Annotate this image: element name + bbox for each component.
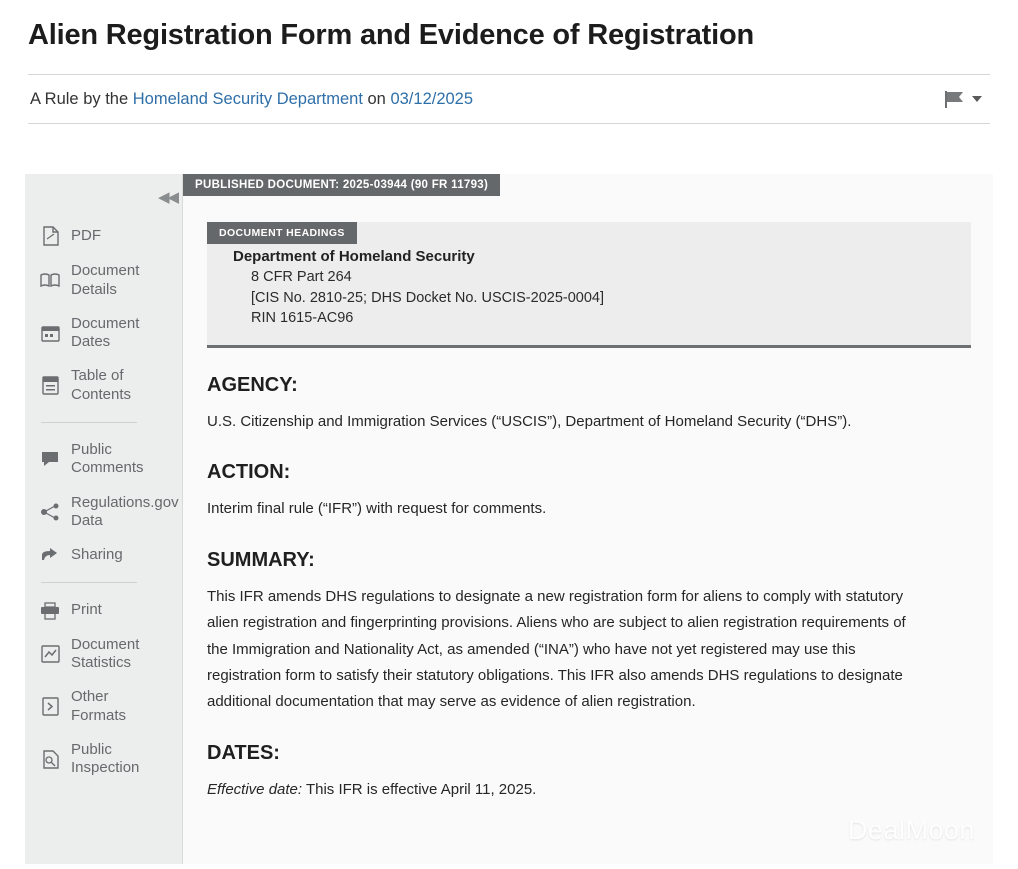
comment-icon (39, 450, 61, 468)
document-content (183, 174, 993, 864)
byline-row (28, 74, 990, 124)
share-node-icon (39, 503, 61, 521)
sidebar-item-other-formats[interactable] (25, 680, 182, 733)
flag-menu[interactable] (942, 89, 988, 109)
sidebar-item-label: Sharing (71, 546, 123, 564)
section-title-action: ACTION: (207, 461, 291, 484)
sidebar-item-public-comments[interactable] (25, 433, 182, 486)
effective-date-label: Effective date: (207, 780, 303, 798)
sidebar-item-label: Document Dates (71, 314, 140, 351)
heading-line-cfr: 8 CFR Part 264 (251, 269, 352, 286)
sidebar-item-label: Other Formats (71, 688, 127, 724)
sidebar-collapse-button[interactable]: ◀◀ (158, 189, 178, 207)
section-title-agency: AGENCY: (207, 373, 298, 396)
sidebar-item-sharing[interactable] (25, 538, 182, 572)
sidebar-item-document-dates[interactable] (25, 307, 182, 360)
sidebar-item-label: Public Inspection (71, 740, 140, 777)
book-icon (39, 272, 61, 289)
section-body-dates (207, 777, 927, 803)
agency-name: Department of Homeland Security (233, 248, 475, 266)
sidebar-divider (41, 582, 137, 583)
sidebar-item-print[interactable] (25, 593, 182, 627)
sidebar-item-label: PDF (71, 227, 101, 245)
sidebar-item-document-statistics[interactable] (25, 628, 182, 681)
flag-icon[interactable] (942, 89, 966, 109)
watermark: DealMoon (847, 815, 975, 846)
effective-date-value: This IFR is effective April 11, 2025. (302, 780, 537, 798)
list-icon (39, 376, 61, 395)
sidebar-item-document-details[interactable] (25, 254, 182, 307)
heading-line-rin: RIN 1615-AC96 (251, 310, 354, 327)
published-document-banner: PUBLISHED DOCUMENT: 2025-03944 (90 FR 11793) (183, 174, 500, 196)
page-title: Alien Registration Form and Evidence of Registration (28, 19, 754, 51)
byline (30, 90, 473, 109)
inspection-icon (39, 750, 61, 769)
heading-line-docket: [CIS No. 2810-25; DHS Docket No. USCIS-2025-0004] (251, 289, 604, 306)
document-headings-tab: DOCUMENT HEADINGS (207, 222, 357, 244)
sidebar-item-label: Document Statistics (71, 635, 140, 672)
agency-link[interactable]: Homeland Security Department (132, 89, 363, 108)
section-body-action: Interim final rule (“IFR”) with request for comments. (207, 500, 547, 518)
sidebar-item-public-inspection[interactable] (25, 733, 182, 786)
sidebar-item-label: Regulations.gov Data (71, 493, 179, 529)
section-body-agency: U.S. Citizenship and Immigration Services (“USCIS”), Department of Homeland Security (“DHS”). (207, 412, 852, 430)
sidebar-item-label: Document Details (71, 262, 140, 298)
sidebar-item-label: Print (71, 601, 102, 619)
byline-mid: on (362, 89, 391, 108)
chevron-down-icon[interactable] (972, 96, 982, 102)
sidebar-item-regulations-gov-data[interactable] (25, 486, 182, 539)
sidebar-divider (41, 422, 137, 423)
document-body (25, 174, 993, 864)
formats-icon (39, 697, 61, 716)
pdf-icon (39, 226, 61, 246)
sidebar-item-pdf[interactable] (25, 218, 182, 254)
printer-icon (39, 602, 61, 620)
share-arrow-icon (39, 546, 61, 564)
section-title-dates: DATES: (207, 741, 280, 764)
section-body-summary: This IFR amends DHS regulations to designate a new registration form for aliens to comply with statutory alien registration and fingerprinting provisions. Aliens who are subject to alien registration requirements of the Immigration and Nationality Act, as amended (“INA”) who have not yet registered may use this registration form to satisfy their statutory obligations. This IFR also amends DHS regulations to designate additional documentation that may serve as evidence of alien registration. (207, 587, 906, 711)
sidebar-item-table-of-contents[interactable] (25, 359, 182, 412)
byline-prefix: A Rule by the (30, 89, 133, 108)
sidebar-item-label: Public Comments (71, 441, 144, 477)
document-headings-box (207, 222, 971, 348)
sidebar-item-label: Table of Contents (71, 367, 132, 403)
document-header (0, 0, 1018, 124)
document-tools-sidebar (25, 174, 183, 864)
section-title-summary: SUMMARY: (207, 548, 315, 571)
chart-icon (39, 645, 61, 663)
calendar-icon (39, 324, 61, 342)
publication-date-link[interactable]: 03/12/2025 (390, 89, 474, 108)
